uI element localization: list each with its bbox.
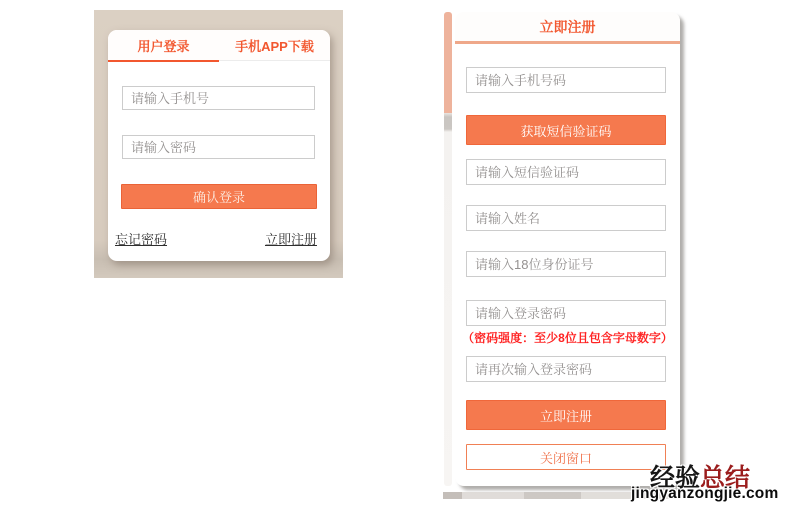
id-number-input[interactable] [466, 251, 666, 277]
watermark-brand-red: 总结 [700, 464, 751, 492]
register-now-link[interactable]: 立即注册 [264, 232, 317, 247]
register-submit-button[interactable]: 立即注册 [466, 400, 666, 430]
tab-user-login[interactable]: 用户登录 [108, 30, 219, 60]
login-card [108, 30, 330, 261]
close-window-button[interactable]: 关闭窗口 [466, 444, 666, 470]
sms-code-input[interactable] [466, 159, 666, 185]
register-card [455, 12, 680, 486]
forgot-password-link[interactable]: 忘记密码 [115, 232, 168, 247]
register-password-input[interactable] [466, 300, 666, 326]
login-submit-button[interactable]: 确认登录 [121, 184, 317, 209]
login-tabbar [108, 30, 330, 61]
name-input[interactable] [466, 205, 666, 231]
watermark-site-url: jingyanzongjie.com [631, 485, 779, 502]
watermark-brand-black: 经验 [650, 464, 701, 492]
register-title: 立即注册 [455, 12, 680, 44]
get-sms-code-button[interactable]: 获取短信验证码 [466, 115, 666, 145]
register-password-confirm-input[interactable] [466, 356, 666, 382]
login-password-input[interactable] [122, 135, 315, 159]
tab-app-download[interactable]: 手机APP下载 [235, 38, 314, 54]
password-strength-hint: （密码强度：至少8位且包含字母数字） [462, 331, 673, 345]
login-links-row [115, 229, 317, 248]
popup-scrollbar[interactable] [444, 12, 452, 486]
register-phone-input[interactable] [466, 67, 666, 93]
login-phone-input[interactable] [122, 86, 315, 110]
